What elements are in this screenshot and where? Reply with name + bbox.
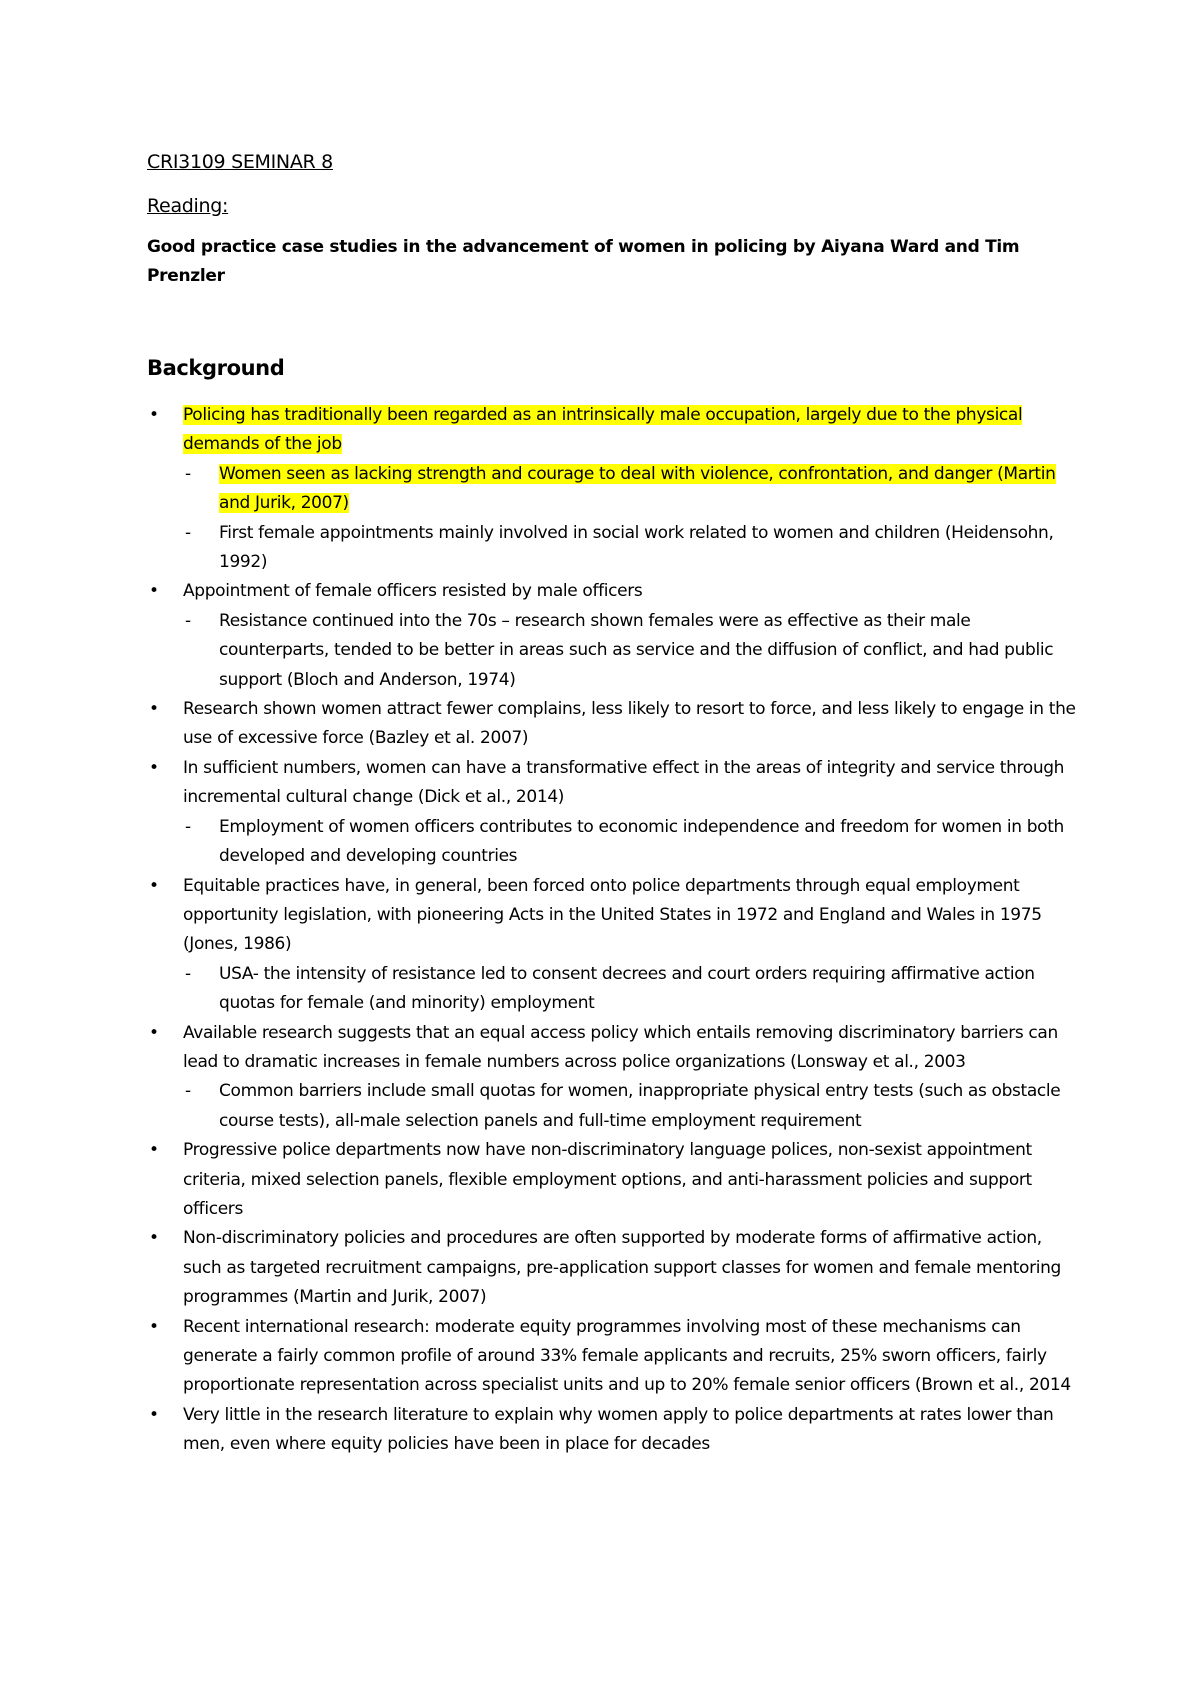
reading-label: Reading: [147, 195, 229, 217]
sub-bullet-list [183, 607, 1077, 695]
sub-bullet-item [183, 519, 1077, 578]
sub-bullet-item [183, 813, 1077, 872]
bullet-text: Available research suggests that an equal access policy which entails removing discriminatory barriers can lead to dramatic increases in female numbers across police organizations (Lonsway et al., 2003 [183, 1022, 1058, 1072]
bullet-icon: • [149, 405, 159, 425]
sub-bullet-list [183, 960, 1077, 1019]
dash-icon: - [185, 522, 191, 543]
bullet-text: Policing has traditionally been regarded as an intrinsically male occupation, largely due to the physical demands of the job [183, 405, 1023, 455]
bullet-item [147, 1401, 1077, 1460]
bullet-text: Appointment of female officers resisted by male officers [183, 581, 643, 602]
bullet-icon: • [149, 757, 159, 778]
bullet-icon: • [149, 581, 159, 602]
bullet-text: Non-discriminatory policies and procedures are often supported by moderate forms of affirmative action, such as targeted recruitment campaigns, pre-application support classes for women and female mentoring programmes (Martin and Jurik, 2007) [183, 1228, 1061, 1308]
document-title: CRI3109 SEMINAR 8 [147, 151, 333, 173]
sub-bullet-item [183, 1077, 1077, 1136]
bullet-item [147, 1019, 1077, 1137]
sub-bullet-item [183, 960, 1077, 1019]
dash-icon: - [185, 1081, 191, 1102]
sub-bullet-text: Women seen as lacking strength and courage to deal with violence, confrontation, and danger (Martin and Jurik, 2007) [219, 463, 1056, 514]
dash-icon: - [185, 610, 191, 631]
bullet-item [147, 1224, 1077, 1312]
bullet-text: In sufficient numbers, women can have a transformative effect in the areas of integrity and service through incremental cultural change (Dick et al., 2014) [183, 757, 1065, 808]
bullet-icon: • [149, 1140, 159, 1161]
sub-bullet-item [183, 607, 1077, 695]
sub-bullet-text: First female appointments mainly involved in social work related to women and children (Heidensohn, 1992) [219, 522, 1054, 573]
bullet-item [147, 1136, 1077, 1224]
bullet-item [147, 1313, 1077, 1401]
bullet-icon: • [149, 1228, 159, 1249]
bullet-text: Recent international research: moderate equity programmes involving most of these mechanisms can generate a fairly common profile of around 33% female applicants and recruits, 25% sworn officers, fairly proportionate representation across specialist units and up to 20% female senior officers (Brown et al., 2014 [183, 1316, 1071, 1396]
bullet-item [147, 577, 1077, 695]
bullet-item [147, 695, 1077, 754]
bullet-icon: • [149, 875, 159, 896]
bullet-text: Progressive police departments now have non-discriminatory language polices, non-sexist appointment criteria, mixed selection panels, flexible employment options, and anti-harassment policies and support officers [183, 1140, 1032, 1219]
bullet-item [147, 872, 1077, 1019]
sub-bullet-list [183, 460, 1077, 578]
bullet-text: Very little in the research literature to explain why women apply to police departments at rates lower than men, even where equity policies have been in place for decades [183, 1404, 1054, 1455]
bullet-icon: • [149, 1022, 159, 1043]
sub-bullet-text: Common barriers include small quotas for women, inappropriate physical entry tests (such as obstacle course tests), all-male selection panels and full-time employment requirement [219, 1081, 1061, 1131]
dash-icon: - [185, 463, 191, 484]
section-heading: Background [147, 356, 285, 380]
sub-bullet-list [183, 813, 1077, 872]
sections-container [147, 353, 1077, 1460]
bullet-item [147, 401, 1077, 577]
sub-bullet-item [183, 460, 1077, 519]
dash-icon: - [185, 816, 191, 837]
sub-bullet-list [183, 1077, 1077, 1136]
sub-bullet-text: Employment of women officers contributes to economic independence and freedom for women in both developed and developing countries [219, 816, 1064, 867]
bullet-icon: • [149, 1404, 159, 1425]
reading-title: Good practice case studies in the advancement of women in policing by Aiyana Ward and Tim Prenzler [147, 237, 1020, 286]
bullet-icon: • [149, 699, 159, 720]
dash-icon: - [185, 963, 191, 984]
document-body [147, 148, 1077, 1460]
sub-bullet-text: USA- the intensity of resistance led to consent decrees and court orders requiring affirmative action quotas for female (and minority) employment [219, 963, 1035, 1014]
bullet-icon: • [149, 1316, 159, 1337]
sub-bullet-text: Resistance continued into the 70s – research shown females were as effective as their male counterparts, tended to be better in areas such as service and the diffusion of conflict, and had public support (Bloch and Anderson, 1974) [219, 610, 1054, 690]
bullet-list [147, 401, 1077, 1460]
bullet-text: Research shown women attract fewer complains, less likely to resort to force, and less likely to engage in the use of excessive force (Bazley et al. 2007) [183, 699, 1076, 749]
bullet-text: Equitable practices have, in general, been forced onto police departments through equal employment opportunity legislation, with pioneering Acts in the United States in 1972 and England and Wales in 1975 (Jones, 1986) [183, 875, 1042, 955]
bullet-item [147, 754, 1077, 872]
